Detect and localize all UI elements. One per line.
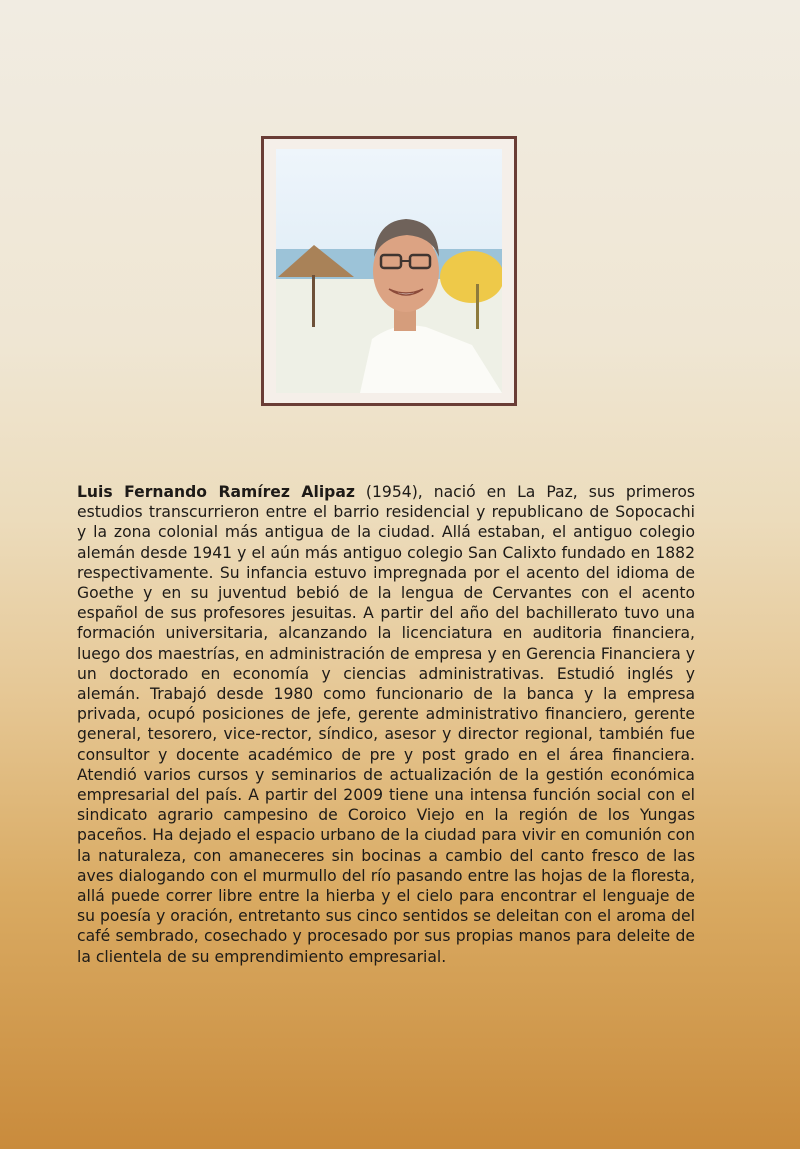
author-biography — [77, 482, 695, 967]
author-photo — [276, 149, 502, 393]
author-name: Luis Fernando Ramírez Alipaz — [77, 483, 355, 501]
biography-text: (1954), nació en La Paz, sus primeros estudios transcurrieron entre el barrio residencial y republicano de Sopocachi y la zona colonial más antigua de la ciudad. Allá estaban, el antiguo colegio alemán desde 1941 y el aún más antiguo colegio San Calixto fundado en 1882 respectivamente. Su infancia estuvo impregnada por el acento del idioma de Goethe y en su juventud bebió de la lengua de Cervantes con el acento español de sus profesores jesuitas. A partir del año del bachillerato tuvo una formación universitaria, alcanzando la licenciatura en auditoria financiera, luego dos maestrías, en administración de empresa y en Gerencia Financiera y un doctorado en economía y ciencias administrativas. Estudió inglés y alemán. Trabajó desde 1980 como funcionario de la banca y la empresa privada, ocupó posiciones de jefe, gerente administrativo financiero, gerente general, tesorero, vice-rector, síndico, asesor y director regional, también fue consultor y docente académico de pre y post grado en el área financiera. Atendió varios cursos y seminarios de actualización de la gestión económica empresarial del país. A partir del 2009 tiene una intensa función social con el sindicato agrario campesino de Coroico Viejo en la región de los Yungas paceños. Ha dejado el espacio urbano de la ciudad para vivir en comunión con la naturaleza, con amaneceres sin bocinas a cambio del canto fresco de las aves dialogando con el murmullo del río pasando entre las hojas de la floresta, allá puede correr libre entre la hierba y el cielo para encontrar el lenguaje de su poesía y oración, entretanto sus cinco sentidos se deleitan con el aroma del café sembrado, cosechado y procesado por sus propias manos para deleite de la clientela de su emprendimiento empresarial. — [77, 483, 695, 966]
author-photo-frame — [261, 136, 517, 406]
